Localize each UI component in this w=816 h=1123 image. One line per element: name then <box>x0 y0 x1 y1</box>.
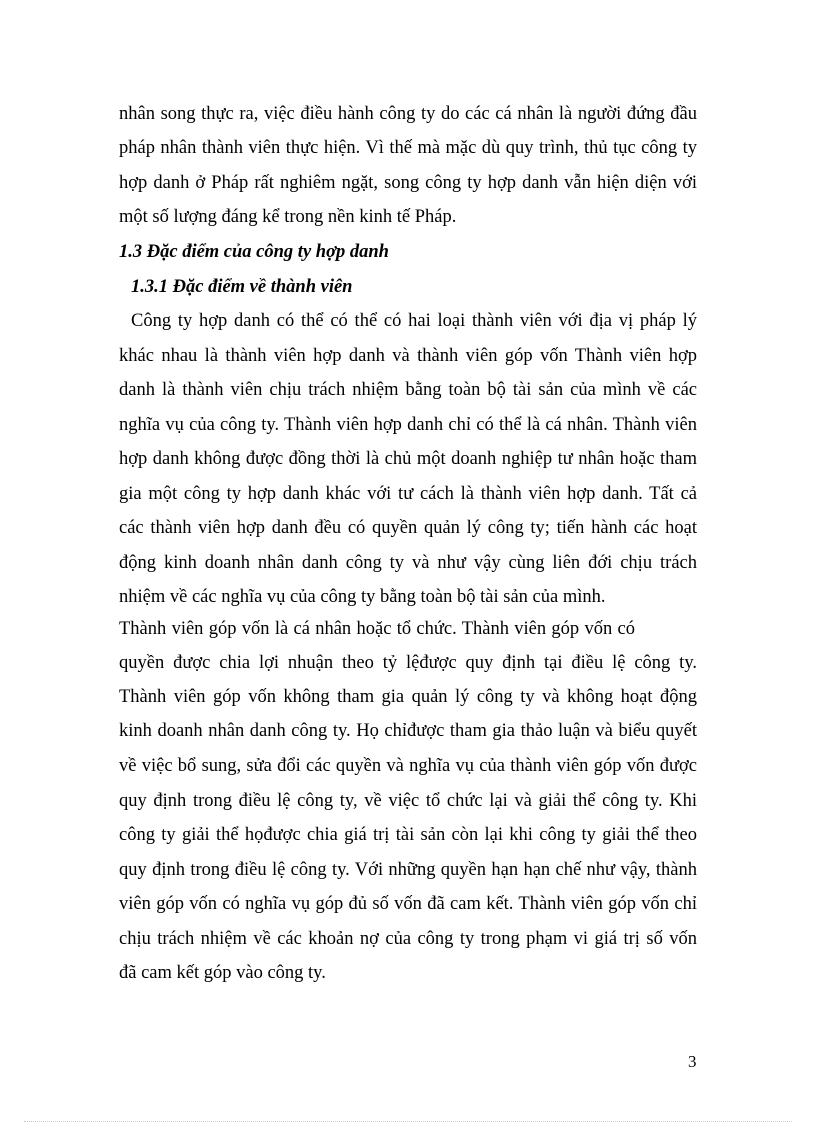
paragraph-line: Thành viên góp vốn không tham gia quản lý công ty và không hoạt động <box>119 687 697 707</box>
page-boundary-rule <box>24 1121 792 1122</box>
paragraph-line: động kinh doanh nhân danh công ty và như vậy cùng liên đới chịu trách <box>119 553 697 573</box>
paragraph-line: viên góp vốn có nghĩa vụ góp đủ số vốn đã cam kết. Thành viên góp vốn chỉ <box>119 894 697 914</box>
paragraph-line: Thành viên góp vốn là cá nhân hoặc tổ chức. Thành viên góp vốn có <box>119 619 635 639</box>
paragraph-line: đã cam kết góp vào công ty. <box>119 963 326 983</box>
paragraph-line: nghĩa vụ của công ty. Thành viên hợp danh chỉ có thể là cá nhân. Thành viên <box>119 415 697 435</box>
paragraph-line: hợp danh không được đồng thời là chủ một doanh nghiệp tư nhân hoặc tham <box>119 449 697 469</box>
paragraph-line: khác nhau là thành viên hợp danh và thành viên góp vốn Thành viên hợp <box>119 346 697 366</box>
paragraph-line: quy định trong điều lệ công ty, về việc tổ chức lại và giải thể công ty. Khi <box>119 791 697 811</box>
paragraph-line: về việc bổ sung, sửa đổi các quyền và nghĩa vụ của thành viên góp vốn được <box>119 756 697 776</box>
paragraph-line: gia một công ty hợp danh khác với tư cách là thành viên hợp danh. Tất cả <box>119 484 697 504</box>
intro-line: nhân song thực ra, việc điều hành công ty do các cá nhân là người đứng đầu <box>119 104 697 124</box>
paragraph-line: quy định trong điều lệ công ty. Với những quyền hạn hạn chế như vậy, thành <box>119 860 697 880</box>
paragraph-line: các thành viên hợp danh đều có quyền quản lý công ty; tiến hành các hoạt <box>119 518 697 538</box>
subsection-heading: 1.3.1 Đặc điểm về thành viên <box>131 277 353 297</box>
paragraph-line: chịu trách nhiệm về các khoản nợ của công ty trong phạm vi giá trị số vốn <box>119 929 697 949</box>
paragraph-line: Công ty hợp danh có thể có thể có hai loại thành viên với địa vị pháp lý <box>131 311 697 331</box>
intro-line: hợp danh ở Pháp rất nghiêm ngặt, song công ty hợp danh vẫn hiện diện với <box>119 173 697 193</box>
intro-line: một số lượng đáng kể trong nền kinh tế Pháp. <box>119 207 457 227</box>
paragraph-line: kinh doanh nhân danh công ty. Họ chỉđược tham gia thảo luận và biểu quyết <box>119 721 697 741</box>
section-heading: 1.3 Đặc điểm của công ty hợp danh <box>119 242 389 262</box>
paragraph-line: công ty giải thể họđược chia giá trị tài sản còn lại khi công ty giải thể theo <box>119 825 697 845</box>
paragraph-line: danh là thành viên chịu trách nhiệm bằng toàn bộ tài sản của mình về các <box>119 380 697 400</box>
page-number: 3 <box>688 1052 697 1071</box>
paragraph-line: nhiệm về các nghĩa vụ của công ty bằng toàn bộ tài sản của mình. <box>119 587 606 607</box>
paragraph-line: quyền được chia lợi nhuận theo tỷ lệđược quy định tại điều lệ công ty. <box>119 653 697 673</box>
intro-line: pháp nhân thành viên thực hiện. Vì thế mà mặc dù quy trình, thủ tục công ty <box>119 138 697 158</box>
